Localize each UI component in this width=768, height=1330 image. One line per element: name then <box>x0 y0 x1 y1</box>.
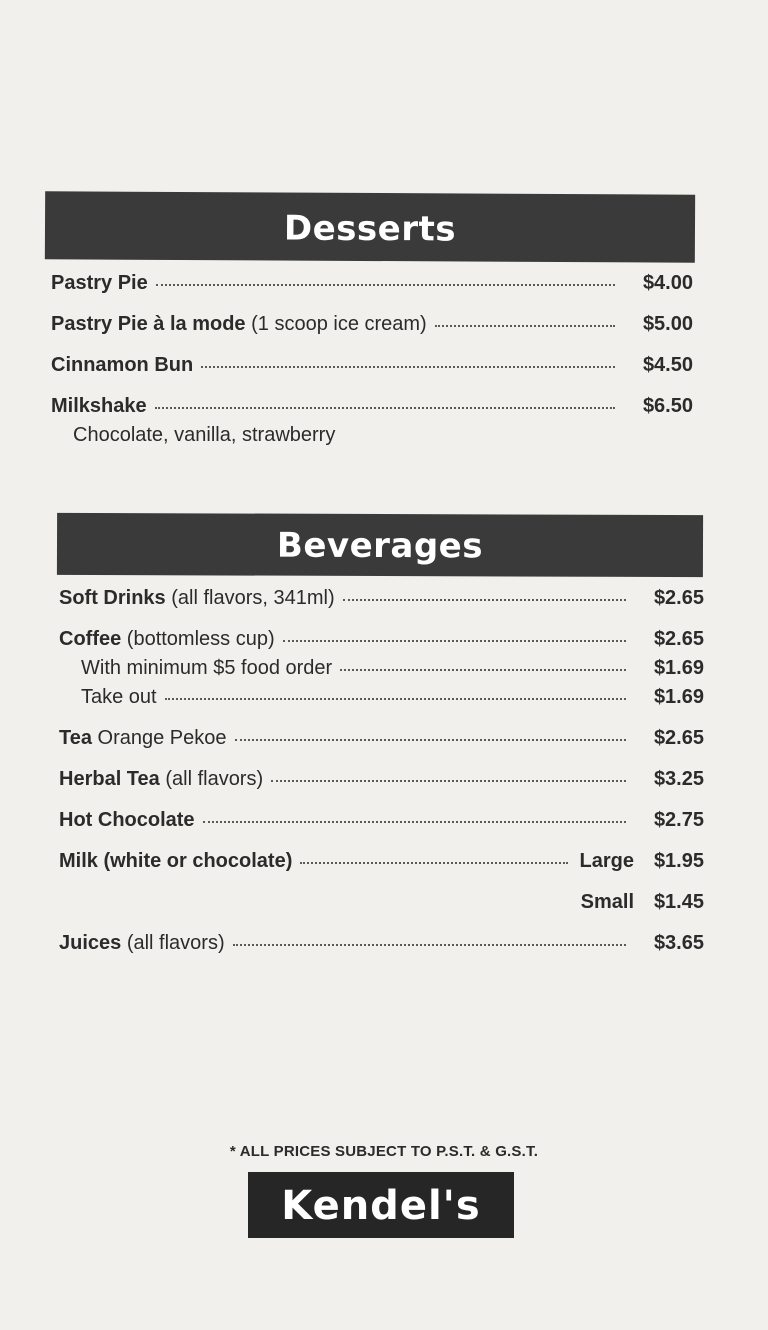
leader-dots <box>233 943 626 946</box>
item-price: $6.50 <box>642 395 693 417</box>
menu-item-hot-chocolate <box>59 809 704 832</box>
menu-item-juices <box>59 932 704 955</box>
item-name <box>51 313 427 336</box>
subitem-name: Take out <box>81 686 157 708</box>
menu-item-herbal-tea <box>59 768 704 791</box>
menu-item-soft-drinks <box>59 587 704 610</box>
leader-dots <box>156 283 615 286</box>
item-name: Cinnamon Bun <box>51 354 194 376</box>
milkshake-flavors: Chocolate, vanilla, strawberry <box>73 424 336 446</box>
leader-dots <box>203 820 626 823</box>
item-note: (all flavors) <box>121 932 225 954</box>
leader-dots <box>435 324 615 327</box>
beverages-section <box>59 587 704 955</box>
leader-dots <box>340 668 626 671</box>
menu-item-cinnamon-bun <box>51 354 693 377</box>
item-note: (1 scoop ice cream) <box>245 313 427 335</box>
item-price: $1.45 <box>653 891 704 913</box>
item-name: Pastry Pie <box>51 272 148 294</box>
item-name-text: Tea <box>59 727 92 749</box>
beverages-banner: Beverages <box>57 513 703 577</box>
item-name <box>59 628 275 651</box>
subitem-name: With minimum $5 food order <box>81 657 333 679</box>
menu-item-tea <box>59 727 704 750</box>
item-name-text: Coffee <box>59 628 122 650</box>
menu-item-coffee <box>59 628 704 651</box>
leader-dots <box>165 697 626 700</box>
item-price: $1.95 <box>653 850 704 872</box>
subitem-price: $1.69 <box>653 657 704 679</box>
leader-dots <box>235 738 626 741</box>
menu-subitem-coffee-take-out <box>59 686 704 709</box>
item-price: $2.65 <box>653 628 704 650</box>
item-note: Orange Pekoe <box>91 727 227 749</box>
item-name <box>59 727 227 750</box>
menu-subitem-coffee-with-food <box>59 657 704 680</box>
menu-item-milk-small <box>59 891 704 914</box>
menu-item-milk-large <box>59 850 704 873</box>
size-label: Small <box>580 891 634 913</box>
leader-dots <box>300 861 567 864</box>
leader-dots <box>283 639 626 642</box>
desserts-banner: Desserts <box>45 191 695 262</box>
item-note: (all flavors, 341ml) <box>165 587 335 609</box>
menu-item-milkshake <box>51 395 693 418</box>
leader-dots <box>201 365 615 368</box>
item-name: Milk (white or chocolate) <box>59 850 293 872</box>
item-name-text: Herbal Tea <box>59 768 160 790</box>
leader-dots <box>343 598 626 601</box>
item-price: $5.00 <box>642 313 693 335</box>
leader-dots <box>155 406 615 409</box>
leader-dots <box>271 779 626 782</box>
item-name-text: Pastry Pie à la mode <box>51 313 246 335</box>
item-price: $3.65 <box>653 932 704 954</box>
item-name <box>59 768 263 791</box>
item-price: $3.25 <box>653 768 704 790</box>
item-name: Milkshake <box>51 395 147 417</box>
subitem-price: $1.69 <box>653 686 704 708</box>
menu-item-pastry-pie-a-la-mode <box>51 313 693 336</box>
item-name-text: Juices <box>59 932 122 954</box>
size-label: Large <box>579 850 634 872</box>
item-price: $4.00 <box>642 272 693 294</box>
desserts-section <box>51 272 693 447</box>
menu-item-pastry-pie <box>51 272 693 295</box>
item-price: $4.50 <box>642 354 693 376</box>
tax-footnote: * ALL PRICES SUBJECT TO P.S.T. & G.S.T. <box>229 1143 539 1160</box>
item-name <box>59 587 335 610</box>
kendels-logo: Kendel's <box>248 1172 514 1238</box>
item-note: (all flavors) <box>159 768 264 790</box>
item-name-text: Soft Drinks <box>59 587 166 609</box>
item-name: Hot Chocolate <box>59 809 195 831</box>
item-price: $2.65 <box>653 587 704 609</box>
item-price: $2.65 <box>653 727 704 749</box>
item-name <box>59 932 225 955</box>
item-note: (bottomless cup) <box>121 628 275 650</box>
item-price: $2.75 <box>653 809 704 831</box>
